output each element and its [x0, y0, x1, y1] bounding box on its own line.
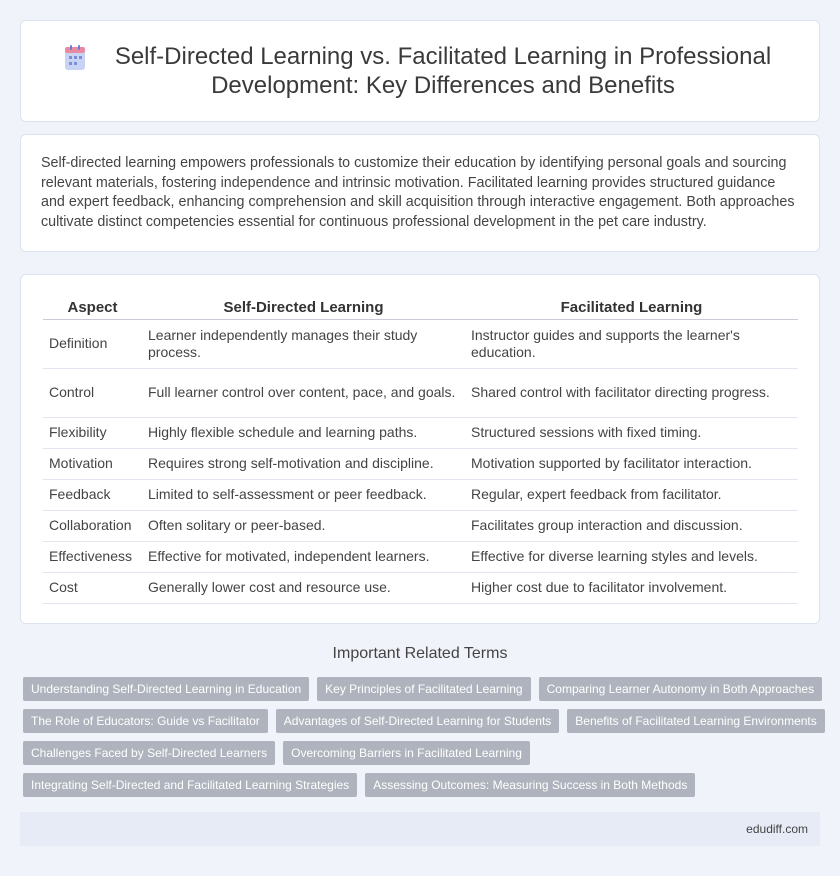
tag-row — [23, 773, 823, 797]
facilitated-cell: Higher cost due to facilitator involvement. — [465, 572, 798, 603]
table-row — [43, 479, 798, 510]
self-directed-cell: Requires strong self-motivation and discipline. — [142, 448, 465, 479]
facilitated-cell: Motivation supported by facilitator interaction. — [465, 448, 798, 479]
aspect-cell: Definition — [43, 319, 142, 368]
table-row — [43, 417, 798, 448]
intro-paragraph: Self-directed learning empowers professionals to customize their education by identifying personal goals and sourcing relevant materials, fostering independence and intrinsic motivation. Facilitated learning provides structured guidance and expert feedback, enhancing comprehension and skill acquisition through interactive engagement. Both approaches cultivate distinct competencies essential for continuous professional development in the pet care industry. — [41, 155, 795, 230]
header-card — [20, 20, 820, 122]
related-term-link[interactable]: Advantages of Self-Directed Learning for Students — [276, 709, 560, 733]
tag-row — [23, 677, 823, 701]
tag-row — [23, 709, 823, 733]
facilitated-cell: Shared control with facilitator directing progress. — [465, 368, 798, 417]
self-directed-cell: Full learner control over content, pace, and goals. — [142, 368, 465, 417]
comparison-table — [43, 297, 798, 604]
facilitated-cell: Facilitates group interaction and discussion. — [465, 510, 798, 541]
footer-site-link[interactable]: edudiff.com — [746, 822, 808, 836]
related-term-link[interactable]: The Role of Educators: Guide vs Facilitator — [23, 709, 268, 733]
self-directed-cell: Generally lower cost and resource use. — [142, 572, 465, 603]
document-icon — [61, 44, 89, 72]
aspect-cell: Feedback — [43, 479, 142, 510]
self-directed-cell: Learner independently manages their study process. — [142, 319, 465, 368]
column-header-self-directed: Self-Directed Learning — [142, 297, 465, 319]
related-term-link[interactable]: Understanding Self-Directed Learning in Education — [23, 677, 309, 701]
related-term-link[interactable]: Key Principles of Facilitated Learning — [317, 677, 530, 701]
self-directed-cell: Highly flexible schedule and learning paths. — [142, 417, 465, 448]
related-terms-list — [23, 677, 823, 805]
facilitated-cell: Regular, expert feedback from facilitator. — [465, 479, 798, 510]
tag-row — [23, 741, 823, 765]
table-header-row — [43, 297, 798, 319]
intro-card — [20, 134, 820, 252]
aspect-cell: Control — [43, 368, 142, 417]
comparison-card — [20, 274, 820, 624]
table-row — [43, 448, 798, 479]
aspect-cell: Flexibility — [43, 417, 142, 448]
table-row — [43, 572, 798, 603]
self-directed-cell: Effective for motivated, independent learners. — [142, 541, 465, 572]
self-directed-cell: Limited to self-assessment or peer feedback. — [142, 479, 465, 510]
aspect-cell: Collaboration — [43, 510, 142, 541]
facilitated-cell: Structured sessions with fixed timing. — [465, 417, 798, 448]
aspect-cell: Cost — [43, 572, 142, 603]
related-term-link[interactable]: Integrating Self-Directed and Facilitated Learning Strategies — [23, 773, 357, 797]
related-term-link[interactable]: Benefits of Facilitated Learning Environments — [567, 709, 824, 733]
related-term-link[interactable]: Assessing Outcomes: Measuring Success in Both Methods — [365, 773, 695, 797]
table-row — [43, 368, 798, 417]
related-term-link[interactable]: Comparing Learner Autonomy in Both Approaches — [539, 677, 823, 701]
aspect-cell: Motivation — [43, 448, 142, 479]
footer — [20, 812, 820, 846]
table-row — [43, 510, 798, 541]
table-row — [43, 541, 798, 572]
facilitated-cell: Instructor guides and supports the learner's education. — [465, 319, 798, 368]
table-row — [43, 319, 798, 368]
column-header-aspect: Aspect — [43, 297, 142, 319]
related-term-link[interactable]: Challenges Faced by Self-Directed Learners — [23, 741, 275, 765]
self-directed-cell: Often solitary or peer-based. — [142, 510, 465, 541]
related-term-link[interactable]: Overcoming Barriers in Facilitated Learning — [283, 741, 530, 765]
related-terms-heading: Important Related Terms — [332, 645, 508, 662]
facilitated-cell: Effective for diverse learning styles and levels. — [465, 541, 798, 572]
page-title: Self-Directed Learning vs. Facilitated Learning in Professional Development: Key Differences and Benefits — [114, 43, 772, 99]
column-header-facilitated: Facilitated Learning — [465, 297, 798, 319]
aspect-cell: Effectiveness — [43, 541, 142, 572]
